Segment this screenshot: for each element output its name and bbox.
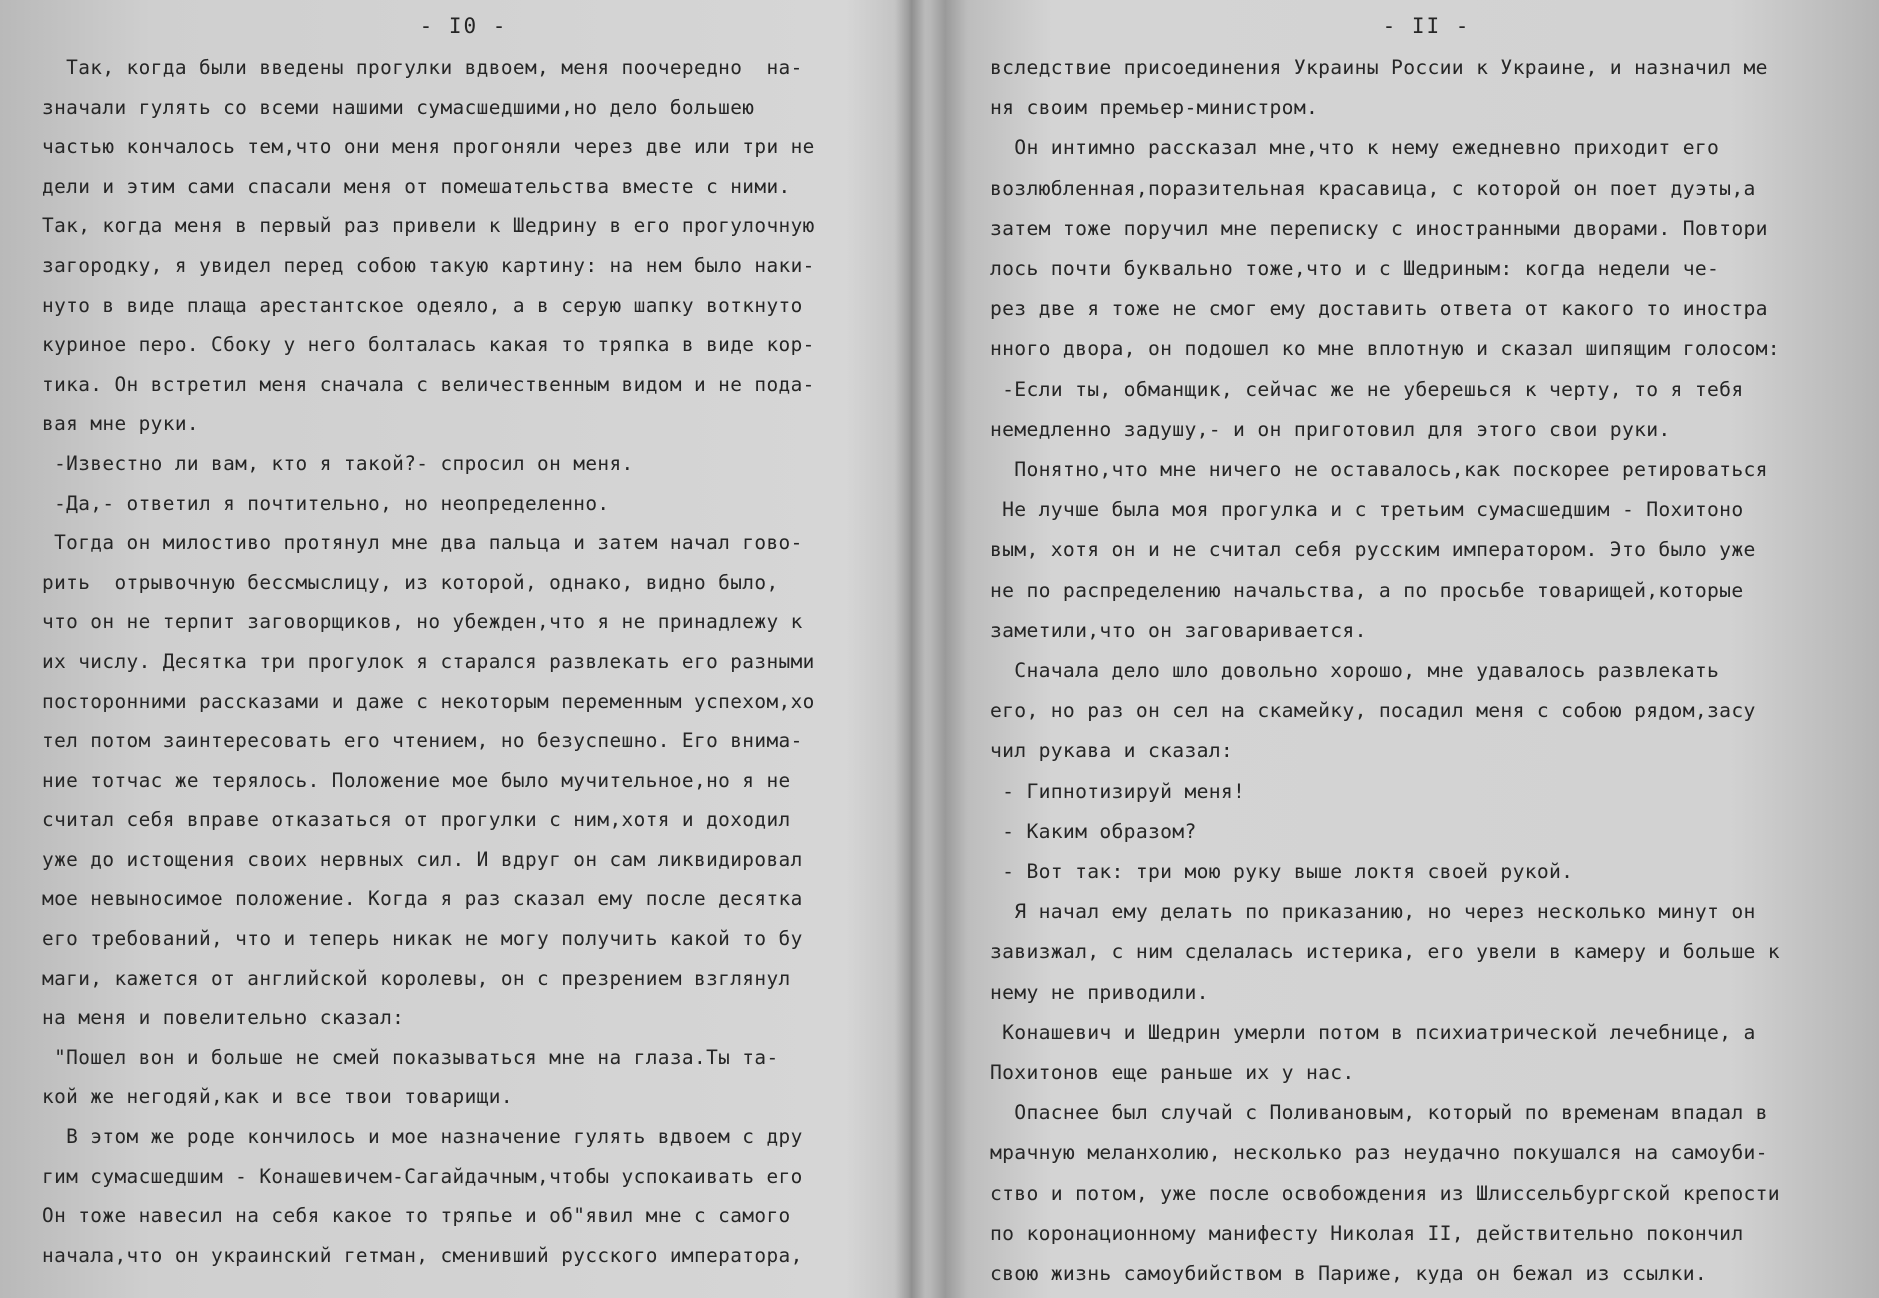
text-line: Я начал ему делать по приказанию, но через несколько минут он — [990, 900, 1756, 924]
text-line: Конашевич и Шедрин умерли потом в психиатрической лечебнице, а — [990, 1020, 1756, 1044]
text-line: завизжал, с ним сделалась истерика, его увели в камеру и больше к — [990, 940, 1780, 964]
text-line: рить отрывочную бессмыслицу, из которой, однако, видно было, — [42, 570, 779, 594]
left-page — [0, 0, 905, 1298]
text-line: что он не терпит заговорщиков, но убежден,что я не принадлежу к — [42, 610, 803, 634]
text-line: - Вот так: три мою руку выше локтя своей рукой. — [990, 860, 1574, 884]
right-page-number: - II - — [1382, 14, 1471, 38]
text-line: Опаснее был случай с Поливановым, который по временам впадал в — [990, 1101, 1768, 1125]
text-line: рез две я тоже не смог ему доставить ответа от какого то иностра — [990, 297, 1768, 321]
text-line: нему не приводили. — [990, 980, 1209, 1004]
text-line: гим сумасшедшим - Конашевичем-Сагайдачным,чтобы успокаивать его — [42, 1164, 803, 1188]
text-line: вая мне руки. — [42, 412, 199, 436]
text-line: Он интимно рассказал мне,что к нему ежедневно приходит его — [990, 136, 1720, 160]
text-line: не по распределению начальства, а по просьбе товарищей,которые — [990, 578, 1744, 602]
text-line: - Каким образом? — [990, 819, 1197, 843]
left-page-number: - I0 - — [419, 14, 508, 38]
text-line: немедленно задушу,- и он приготовил для этого свои руки. — [990, 417, 1671, 441]
text-line: -Если ты, обманщик, сейчас же не уберешься к черту, то я тебя — [990, 377, 1744, 401]
text-line: тика. Он встретил меня сначала с величественным видом и не пода- — [42, 372, 815, 396]
text-line: его требований, что и теперь никак не могу получить какой то бу — [42, 927, 803, 951]
text-line: затем тоже поручил мне переписку с иностранными дворами. Повтори — [990, 216, 1768, 240]
text-line: возлюбленная,поразительная красавица, с которой он поет дуэты,а — [990, 176, 1756, 200]
text-line: ние тотчас же терялось. Положение мое было мучительное,но я не — [42, 768, 791, 792]
text-line: посторонними рассказами и даже с некоторым переменным успехом,хо — [42, 689, 815, 713]
text-line: вследствие присоединения Украины России к Украине, и назначил ме — [990, 56, 1768, 79]
text-line: на меня и повелительно сказал: — [42, 1006, 405, 1030]
text-line: значали гулять со всеми нашими сумасшедшими,но дело большею — [42, 95, 755, 119]
text-line: -Да,- ответил я почтительно, но неопределенно. — [42, 491, 610, 515]
text-line: вым, хотя он и не считал себя русским императором. Это было уже — [990, 538, 1756, 562]
text-line: В этом же роде кончилось и мое назначение гулять вдвоем с дру — [42, 1125, 803, 1149]
text-line: по коронационному манифесту Николая II, действительно покончил — [990, 1221, 1744, 1245]
text-line: частью кончалось тем,что они меня прогоняли через две или три не — [42, 135, 815, 159]
text-line: "Пошел вон и больше не смей показываться мне на глаза.Ты та- — [42, 1045, 779, 1069]
text-line: Не лучше была моя прогулка и с третьим сумасшедшим - Похитоно — [990, 498, 1744, 522]
text-line: Понятно,что мне ничего не оставалось,как поскорее ретироваться — [990, 458, 1768, 482]
text-line: мое невыносимое положение. Когда я раз сказал ему после десятка — [42, 887, 803, 911]
right-page — [912, 0, 1879, 1298]
text-line: ня своим премьер-министром. — [990, 96, 1319, 120]
text-line: дели и этим сами спасали меня от помешательства вместе с ними. — [42, 174, 791, 198]
text-line: -Известно ли вам, кто я такой?- спросил он меня. — [42, 451, 634, 475]
text-line: загородку, я увидел перед собою такую картину: на нем было наки- — [42, 253, 815, 277]
text-line: кой же негодяй,как и все твои товарищи. — [42, 1085, 513, 1109]
text-line: Так, когда меня в первый раз привели к Шедрину в его прогулочную — [42, 214, 815, 238]
text-line: считал себя вправе отказаться от прогулки с ним,хотя и доходил — [42, 808, 791, 832]
text-line: мрачную меланхолию, несколько раз неудачно покушался на самоуби- — [990, 1141, 1768, 1165]
text-line: свою жизнь самоубийством в Париже, куда он бежал из ссылки. — [990, 1262, 1708, 1286]
text-line: Он тоже навесил на себя какое то тряпье и об"явил мне с самого — [42, 1204, 791, 1228]
text-line: нуто в виде плаща арестантское одеяло, а в серую шапку воткнуто — [42, 293, 803, 317]
text-line: их числу. Десятка три прогулок я старался развлекать его разными — [42, 649, 815, 673]
right-page-body — [990, 48, 1863, 1294]
text-line: уже до истощения своих нервных сил. И вдруг он сам ликвидировал — [42, 847, 803, 871]
text-line: куриное перо. Сбоку у него болталась какая то тряпка в виде кор- — [42, 333, 815, 357]
text-line: начала,что он украинский гетман, сменивший русского императора, — [42, 1243, 803, 1267]
text-line: ство и потом, уже после освобождения из Шлиссельбургской крепости — [990, 1181, 1780, 1205]
text-line: его, но раз он сел на скамейку, посадил меня с собою рядом,засу — [990, 699, 1756, 723]
text-line: Сначала дело шло довольно хорошо, мне удавалось развлекать — [990, 659, 1720, 683]
text-line: чил рукава и сказал: — [990, 739, 1234, 763]
text-line: Похитонов еще раньше их у нас. — [990, 1061, 1355, 1085]
text-line: заметили,что он заговаривается. — [990, 618, 1367, 642]
left-page-body — [42, 48, 885, 1275]
text-line: Так, когда были введены прогулки вдвоем, меня поочередно на- — [42, 56, 803, 79]
text-line: нного двора, он подошел ко мне вплотную и сказал шипящим голосом: — [990, 337, 1780, 361]
text-line: маги, кажется от английской королевы, он с презрением взглянул — [42, 966, 791, 990]
text-line: - Гипнотизируй меня! — [990, 779, 1246, 803]
text-line: тел потом заинтересовать его чтением, но безуспешно. Его внима- — [42, 729, 803, 753]
text-line: лось почти буквально тоже,что и с Шедриным: когда недели че- — [990, 257, 1720, 281]
text-line: Тогда он милостиво протянул мне два пальца и затем начал гово- — [42, 531, 803, 555]
